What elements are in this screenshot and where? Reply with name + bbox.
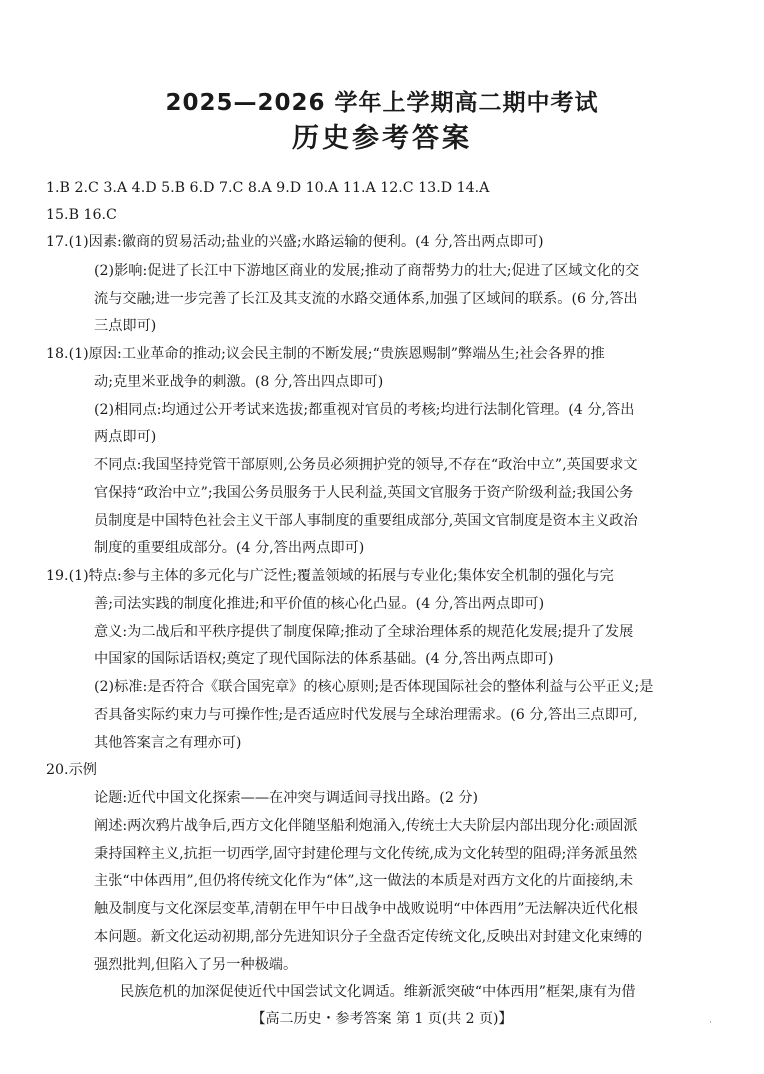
q20-body-line6: 强烈批判,但陷入了另一种极端。 bbox=[94, 957, 298, 973]
q20-heading: 20.示例 bbox=[46, 762, 97, 778]
q19-part1-line2: 善;司法实践的制度化推进;和平价值的核心化凸显。(4 分,答出两点即可) bbox=[94, 596, 545, 612]
choice-answers-row-1: 1.B 2.C 3.A 4.D 5.B 6.D 7.C 8.A 9.D 10.A 11.A 12.C 13.D 14.A bbox=[46, 180, 490, 196]
q20-body-line1: 阐述:两次鸦片战争后,西方文化伴随坚船利炮涌入,传统士大夫阶层内部出现分化:顽固派 bbox=[94, 818, 638, 834]
q20-body-line3: 主张“中体西用”,但仍将传统文化作为“体”,这一做法的本质是对西方文化的片面接纳,未 bbox=[94, 873, 634, 889]
choice-answers-row-2: 15.B 16.C bbox=[46, 207, 117, 223]
q17-part2-line2: 流与交融;进一步完善了长江及其支流的水路交通体系,加强了区域间的联系。(6 分,答出 bbox=[94, 291, 638, 307]
q19-part2-line2: 否具备实际约束力与可操作性;是否适应时代发展与全球治理需求。(6 分,答出三点即可, bbox=[94, 707, 638, 723]
q18-diff-line1: 不同点:我国坚持党管干部原则,公务员必须拥护党的领导,不存在“政治中立”,英国要求文 bbox=[94, 457, 638, 473]
q18-diff-line4: 制度的重要组成部分。(4 分,答出两点即可) bbox=[94, 540, 365, 556]
q20-body-paragraph2-line1: 民族危机的加深促使近代中国尝试文化调适。维新派突破“中体西用”框架,康有为借 bbox=[120, 984, 636, 1000]
q18-part1-line2: 动;克里米亚战争的刺激。(8 分,答出四点即可) bbox=[94, 374, 384, 390]
q20-body-line5: 本问题。新文化运动初期,部分先进知识分子全盘否定传统文化,反映出对封建文化束缚的 bbox=[94, 929, 643, 945]
q18-part1-line1: 18.(1)原因:工业革命的推动;议会民主制的不断发展;“贵族恩赐制”弊端丛生;社会各界的推 bbox=[46, 346, 605, 362]
q18-part2-line2: 两点即可) bbox=[94, 429, 157, 445]
q17-part2-line3: 三点即可) bbox=[94, 318, 157, 334]
q18-diff-line2: 官保持“政治中立”;我国公务员服务于人民利益,英国文官服务于资产阶级利益;我国公务 bbox=[94, 485, 634, 501]
q19-part2-line3: 其他答案言之有理亦可) bbox=[94, 735, 242, 751]
q20-thesis: 论题:近代中国文化探索——在冲突与调适间寻找出路。(2 分) bbox=[94, 790, 479, 806]
page-title: 历史参考答案 bbox=[292, 123, 472, 154]
q19-meaning-line2: 中国家的国际话语权;奠定了现代国际法的体系基础。(4 分,答出两点即可) bbox=[94, 651, 554, 667]
q20-body-line2: 秉持国粹主义,抗拒一切西学,固守封建伦理与文化传统,成为文化转型的阻碍;洋务派虽然 bbox=[94, 846, 638, 862]
q20-body-line4: 触及制度与文化深层变革,清朝在甲午中日战争中战败说明“中体西用”无法解决近代化根 bbox=[94, 901, 638, 917]
q19-meaning-line1: 意义:为二战后和平秩序提供了制度保障;推动了全球治理体系的规范化发展;提升了发展 bbox=[94, 624, 634, 640]
q17-part2-line1: (2)影响:促进了长江中下游地区商业的发展;推动了商帮势力的壮大;促进了区域文化的交 bbox=[94, 263, 640, 279]
exam-title: 2025—2026 学年上学期高二期中考试 bbox=[165, 90, 599, 116]
q19-part2-line1: (2)标准:是否符合《联合国宪章》的核心原则;是否体现国际社会的整体利益与公平正义;是 bbox=[94, 679, 654, 695]
q17-part1: 17.(1)因素:徽商的贸易活动;盐业的兴盛;水路运输的便利。(4 分,答出两点即可) bbox=[46, 234, 544, 250]
page-footer: 【高二历史・参考答案 第 1 页(共 2 页)】 bbox=[251, 1011, 513, 1027]
q19-part1-line1: 19.(1)特点:参与主体的多元化与广泛性;覆盖领域的拓展与专业化;集体安全机制的强化与完 bbox=[46, 568, 614, 584]
q18-diff-line3: 员制度是中国特色社会主义干部人事制度的重要组成部分,英国文官制度是资本主义政治 bbox=[94, 513, 638, 529]
q18-part2-line1: (2)相同点:均通过公开考试来选拔;都重视对官员的考核;均进行法制化管理。(4 分,答出 bbox=[94, 402, 635, 418]
corner-mark: · bbox=[709, 1018, 712, 1028]
